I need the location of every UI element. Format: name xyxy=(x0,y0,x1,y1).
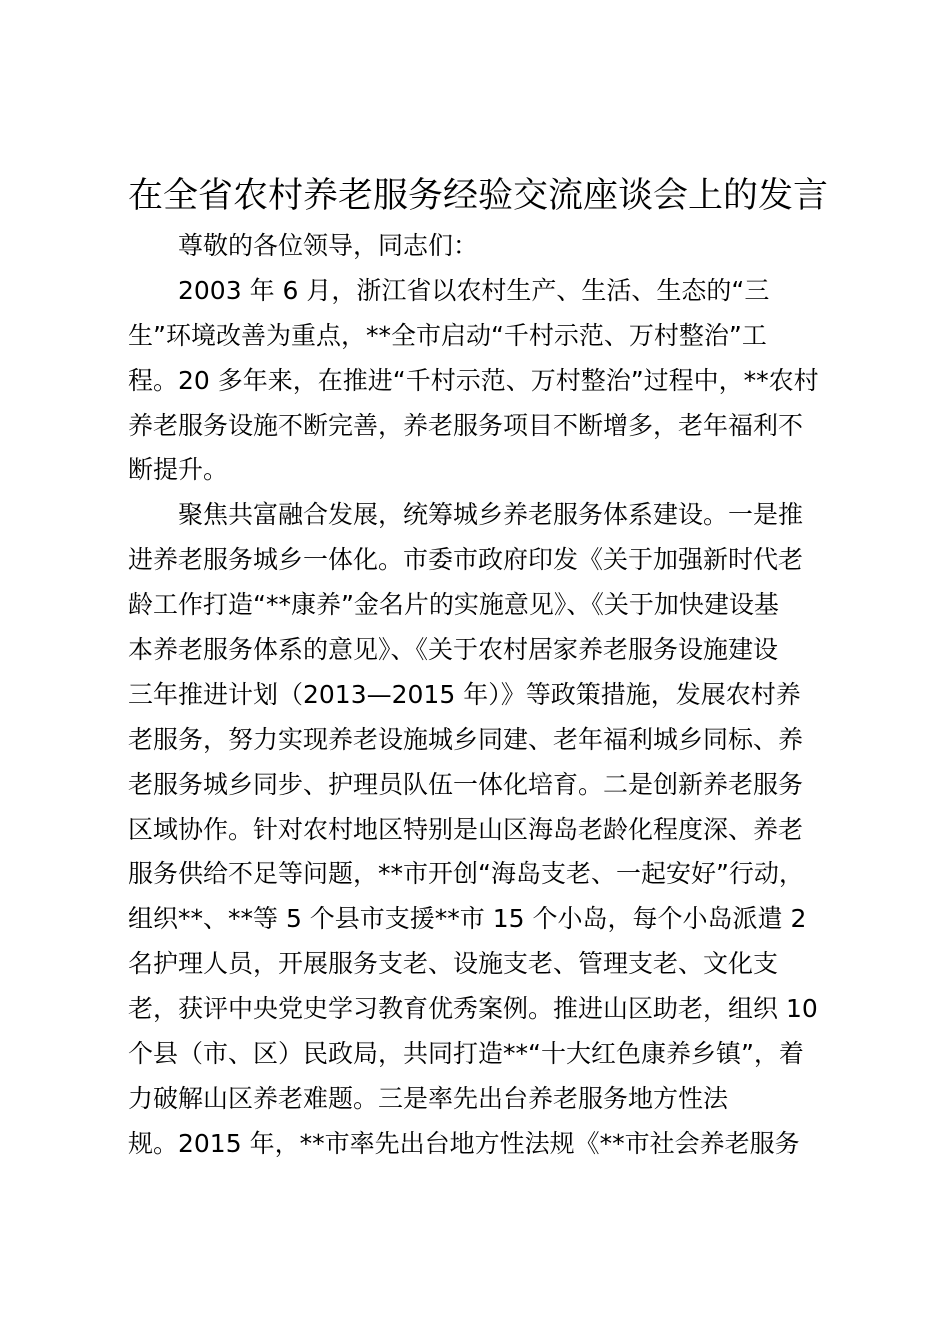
paragraph-line: 老服务城乡同步、护理员队伍一体化培育。二是创新养老服务 xyxy=(128,769,804,799)
paragraph-line: 养老服务设施不断完善，养老服务项目不断增多，老年福利不 xyxy=(128,410,804,440)
salutation-line: 尊敬的各位领导，同志们： xyxy=(178,231,479,260)
paragraph-line: 聚焦共富融合发展，统筹城乡养老服务体系建设。一是推 xyxy=(178,500,804,530)
paragraph-line: 个县（市、区）民政局，共同打造**“十大红色康养乡镇”，着 xyxy=(128,1039,804,1069)
paragraph-line: 2003 年 6 月，浙江省以农村生产、生活、生态的“三 xyxy=(178,275,770,305)
paragraph-line: 组织**、**等 5 个县市支援**市 15 个小岛，每个小岛派遣 2 xyxy=(128,904,807,934)
paragraph-line: 断提升。 xyxy=(128,455,229,485)
paragraph-line: 程。20 多年来，在推进“千村示范、万村整治”过程中，**农村 xyxy=(128,365,819,395)
paragraph-line: 服务供给不足等问题，**市开创“海岛支老、一起安好”行动， xyxy=(128,859,804,889)
paragraph-line: 生”环境改善为重点，**全市启动“千村示范、万村整治”工 xyxy=(128,320,767,350)
paragraph-line: 三年推进计划（2013—2015 年）》等政策措施，发展农村养 xyxy=(128,679,801,709)
paragraph-line: 区域协作。针对农村地区特别是山区海岛老龄化程度深、养老 xyxy=(128,814,804,844)
paragraph-line: 本养老服务体系的意见》、《关于农村居家养老服务设施建设 xyxy=(128,635,779,665)
paragraph-line: 老，获评中央党史学习教育优秀案例。推进山区助老，组织 10 xyxy=(128,994,818,1024)
document-body xyxy=(128,224,820,1167)
paragraph-line: 老服务，努力实现养老设施城乡同建、老年福利城乡同标、养 xyxy=(128,724,804,754)
paragraph-line: 规。2015 年，**市率先出台地方性法规《**市社会养老服务 xyxy=(128,1128,800,1158)
paragraph-line: 名护理人员，开展服务支老、设施支老、管理支老、文化支 xyxy=(128,949,779,979)
paragraph-line: 力破解山区养老难题。三是率先出台养老服务地方性法 xyxy=(128,1083,729,1113)
paragraph-line: 进养老服务城乡一体化。市委市政府印发《关于加强新时代老 xyxy=(128,545,804,575)
document-title: 在全省农村养老服务经验交流座谈会上的发言 xyxy=(128,176,829,216)
paragraph-line: 龄工作打造“**康养”金名片的实施意见》、《关于加快建设基 xyxy=(128,590,779,620)
